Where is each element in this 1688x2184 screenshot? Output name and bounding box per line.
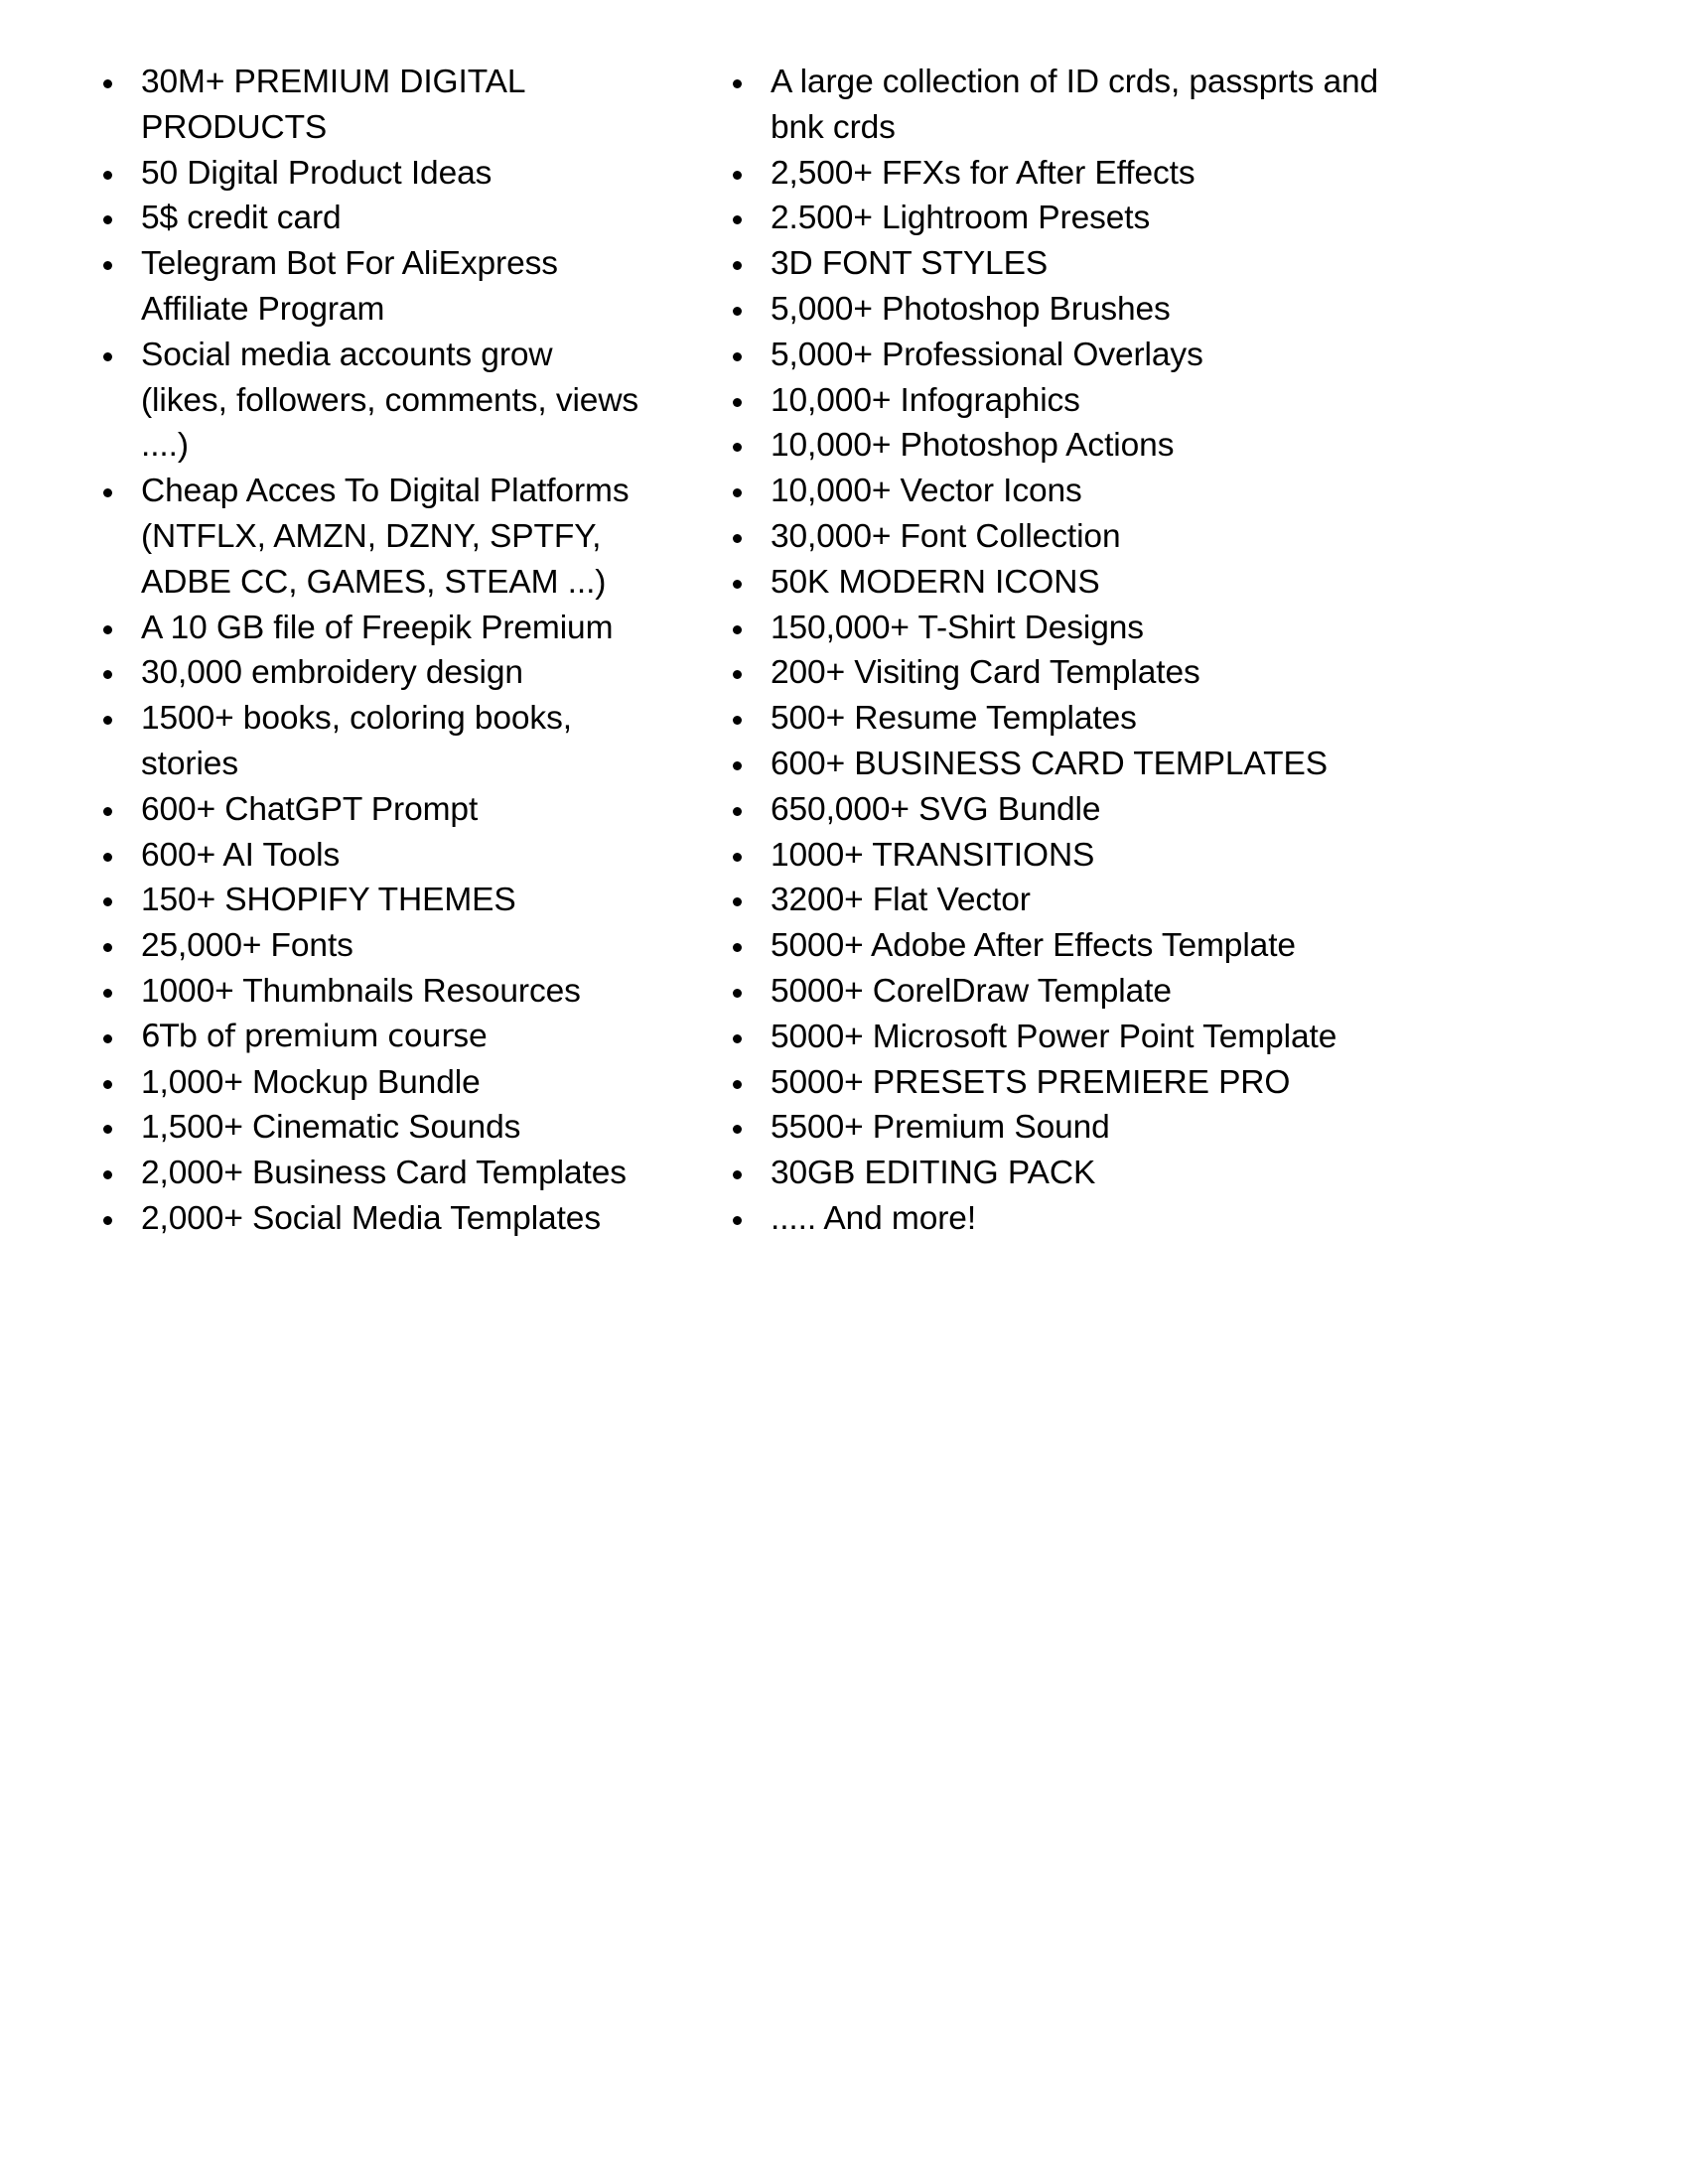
list-item-label: 30M+ PREMIUM DIGITAL PRODUCTS: [141, 64, 525, 146]
list-item-label: 6Tb of premium course: [141, 1018, 488, 1054]
list-item: [95, 1015, 645, 1060]
list-item: [725, 742, 1440, 787]
list-item-label: 500+ Resume Templates: [771, 700, 1137, 738]
list-item: [95, 833, 645, 879]
list-item-label: 5500+ Premium Sound: [771, 1109, 1110, 1147]
list-item-label: 1500+ books, coloring books, stories: [141, 700, 572, 782]
list-item: [95, 696, 645, 787]
list-item: [725, 1060, 1440, 1106]
list-item: [95, 469, 645, 605]
list-item-label: Telegram Bot For AliExpress Affiliate Program: [141, 245, 558, 328]
list-item-label: 600+ ChatGPT Prompt: [141, 790, 479, 828]
list-item-label: 200+ Visiting Card Templates: [771, 654, 1200, 692]
list-item: [95, 1151, 645, 1196]
list-item-label: 1,500+ Cinematic Sounds: [141, 1109, 521, 1147]
list-item-label: 2,500+ FFXs for After Effects: [771, 154, 1196, 192]
list-item: [95, 196, 645, 241]
list-item: [725, 878, 1440, 923]
list-item: [95, 923, 645, 969]
list-item: [95, 650, 645, 696]
list-item: [725, 1151, 1440, 1196]
list-item-label: 1000+ TRANSITIONS: [771, 836, 1095, 874]
right-bullet-list: [725, 60, 1440, 1242]
list-item-label: 600+ BUSINESS CARD TEMPLATES: [771, 745, 1329, 782]
list-item: [725, 151, 1440, 197]
list-item: [725, 923, 1440, 969]
list-item: [95, 969, 645, 1015]
list-item: [725, 287, 1440, 333]
list-item-label: 3D FONT STYLES: [771, 245, 1049, 283]
list-item-label: 50K MODERN ICONS: [771, 563, 1100, 601]
list-item: [725, 514, 1440, 560]
list-item: [725, 833, 1440, 879]
list-item-label: 10,000+ Photoshop Actions: [771, 427, 1175, 465]
list-item-label: 10,000+ Infographics: [771, 381, 1080, 419]
list-item: [725, 60, 1440, 151]
list-item: [95, 333, 645, 469]
list-item: [725, 1105, 1440, 1151]
list-item: [725, 378, 1440, 424]
list-item-label: 30,000+ Font Collection: [771, 517, 1121, 555]
list-item: [725, 241, 1440, 287]
list-item-label: 5$ credit card: [141, 200, 342, 237]
list-item: [725, 787, 1440, 833]
list-item: [95, 878, 645, 923]
list-item: [725, 1196, 1440, 1242]
list-item-label: 30,000 embroidery design: [141, 654, 523, 692]
list-item-label: 5000+ PRESETS PREMIERE PRO: [771, 1063, 1291, 1101]
list-item: [725, 333, 1440, 378]
list-item: [725, 469, 1440, 514]
right-column: [655, 60, 1450, 1242]
list-item-label: 50 Digital Product Ideas: [141, 154, 492, 192]
list-item: [725, 560, 1440, 606]
list-item: [95, 151, 645, 197]
list-item: [725, 969, 1440, 1015]
list-item-label: 10,000+ Vector Icons: [771, 473, 1082, 510]
list-item-label: 5000+ CorelDraw Template: [771, 972, 1172, 1010]
list-item: [95, 1105, 645, 1151]
list-item: [95, 1196, 645, 1242]
left-column: [0, 60, 655, 1242]
list-item-label: 2,000+ Social Media Templates: [141, 1199, 601, 1237]
list-item: [725, 606, 1440, 651]
list-item-label: 5000+ Microsoft Power Point Template: [771, 1018, 1337, 1055]
list-item: [95, 1060, 645, 1106]
list-item-label: 30GB EDITING PACK: [771, 1155, 1096, 1192]
list-item-label: 5000+ Adobe After Effects Template: [771, 927, 1296, 965]
left-bullet-list: [95, 60, 645, 1242]
list-item-label: 150,000+ T-Shirt Designs: [771, 609, 1144, 646]
list-item: [725, 423, 1440, 469]
list-item-label: 5,000+ Photoshop Brushes: [771, 290, 1171, 328]
list-item: [95, 787, 645, 833]
list-item: [725, 696, 1440, 742]
list-item-label: Cheap Acces To Digital Platforms (NTFLX, AMZN, DZNY, SPTFY, ADBE CC, GAMES, STEAM ...): [141, 473, 630, 601]
list-item-label: 2,000+ Business Card Templates: [141, 1155, 627, 1192]
list-item-label: 150+ SHOPIFY THEMES: [141, 882, 516, 919]
list-item: [95, 60, 645, 151]
list-item: [725, 196, 1440, 241]
list-item-label: A 10 GB file of Freepik Premium: [141, 609, 614, 646]
list-item-label: 3200+ Flat Vector: [771, 882, 1031, 919]
list-item-label: 1000+ Thumbnails Resources: [141, 972, 581, 1010]
two-column-layout: [0, 60, 1688, 1242]
list-item-label: 1,000+ Mockup Bundle: [141, 1063, 481, 1101]
list-item-label: A large collection of ID crds, passprts and bnk crds: [771, 64, 1379, 146]
list-item-label: 25,000+ Fonts: [141, 927, 353, 965]
list-item-label: 600+ AI Tools: [141, 836, 341, 874]
list-item-label: 2.500+ Lightroom Presets: [771, 200, 1151, 237]
list-item: [95, 241, 645, 333]
list-item-label: ..... And more!: [771, 1199, 977, 1237]
list-item: [725, 650, 1440, 696]
list-item: [95, 606, 645, 651]
list-item: [725, 1015, 1440, 1060]
list-item-label: 650,000+ SVG Bundle: [771, 790, 1101, 828]
list-item-label: 5,000+ Professional Overlays: [771, 336, 1203, 373]
list-item-label: Social media accounts grow (likes, followers, comments, views ....): [141, 336, 639, 465]
